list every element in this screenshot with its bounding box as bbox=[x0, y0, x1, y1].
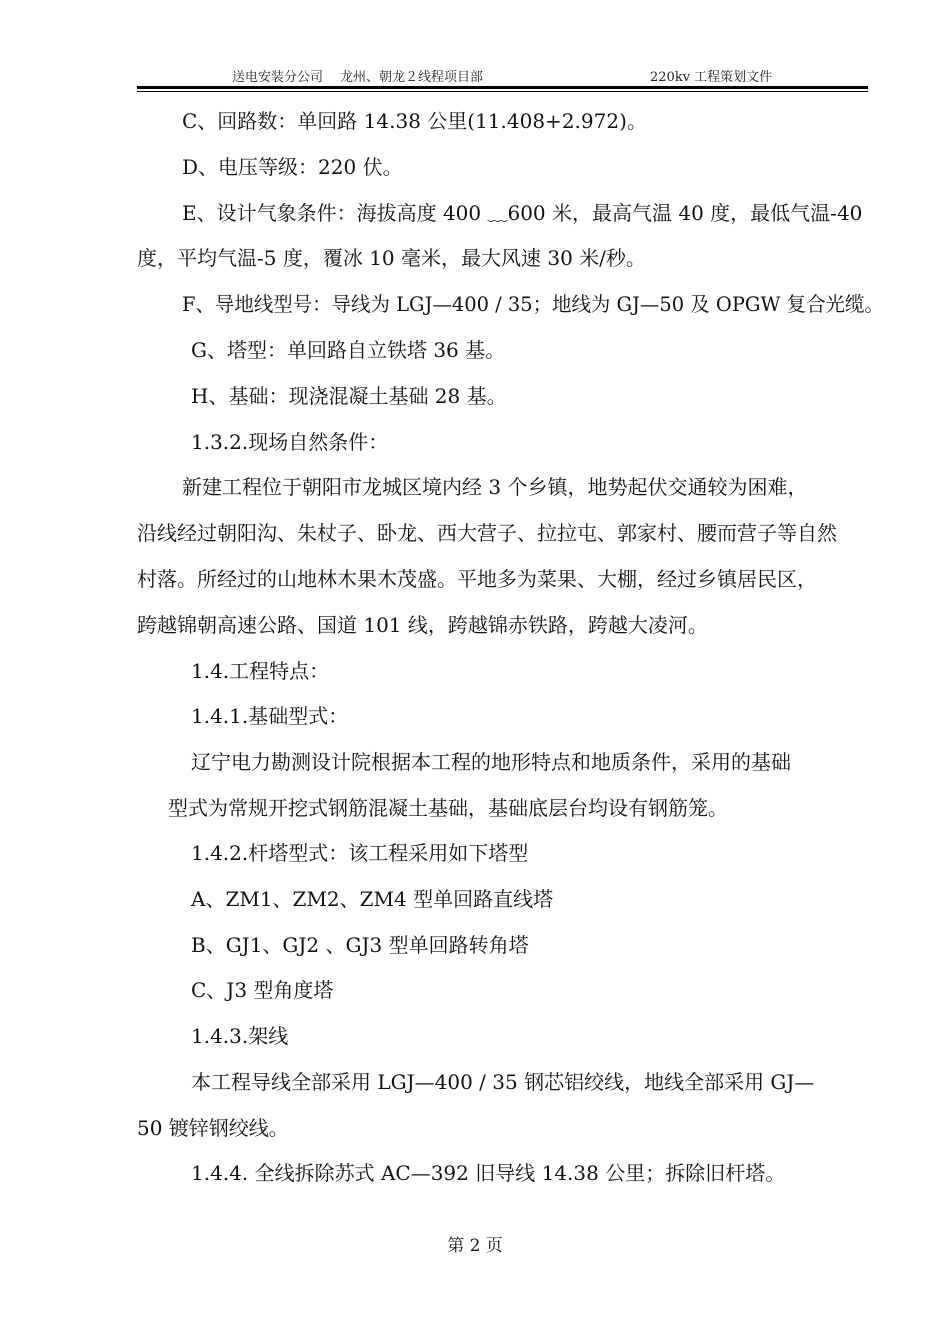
text-line: H、基础：现浇混凝土基础 28 基。 bbox=[191, 384, 507, 408]
section-heading: 1.4.工程特点： bbox=[191, 659, 330, 683]
text-line: 50 镀锌钢绞线。 bbox=[137, 1116, 289, 1140]
text-line: D、电压等级：220 伏。 bbox=[182, 155, 403, 179]
text-line: B、GJ1、GJ2 、GJ3 型单回路转角塔 bbox=[191, 933, 529, 957]
section-heading: 1.4.2.杆塔型式：该工程采用如下塔型 bbox=[191, 841, 529, 865]
section-heading: 1.4.1.基础型式： bbox=[191, 704, 349, 728]
header-doc-title: 220kv 工程策划文件 bbox=[650, 70, 773, 85]
text-line: G、塔型：单回路自立铁塔 36 基。 bbox=[191, 338, 506, 362]
text-line: F、导地线型号：导线为 LGJ—400 / 35；地线为 GJ—50 及 OPGW 复合光缆。 bbox=[182, 292, 884, 316]
header-rule-thin bbox=[137, 91, 868, 92]
text-line: A、ZM1、ZM2、ZM4 型单回路直线塔 bbox=[191, 887, 554, 911]
header-rule bbox=[137, 86, 868, 89]
text-line: 新建工程位于朝阳市龙城区境内经 3 个乡镇，地势起伏交通较为困难， bbox=[182, 475, 808, 499]
text-line: 辽宁电力勘测设计院根据本工程的地形特点和地质条件，采用的基础 bbox=[191, 750, 791, 774]
text-line: 型式为常规开挖式钢筋混凝土基础，基础底层台均设有钢筋笼。 bbox=[168, 796, 728, 820]
section-heading: 1.4.3.架线 bbox=[191, 1024, 289, 1048]
text-line: C、J3 型角度塔 bbox=[191, 978, 334, 1002]
text-line: 度，平均气温-5 度，覆冰 10 毫米，最大风速 30 米/秒。 bbox=[137, 246, 646, 270]
text-line: 沿线经过朝阳沟、朱杖子、卧龙、西大营子、拉拉屯、郭家村、腰而营子等自然 bbox=[137, 521, 837, 545]
section-heading: 1.3.2.现场自然条件： bbox=[191, 430, 389, 454]
page-number: 第 2 页 bbox=[447, 1236, 503, 1256]
section-heading: 1.4.4. 全线拆除苏式 AC—392 旧导线 14.38 公里；拆除旧杆塔。 bbox=[191, 1161, 786, 1185]
header-project: 龙州、朝龙２线程项目部 bbox=[340, 70, 484, 85]
text-line: E、设计气象条件：海拔高度 400 ﹏600 米，最高气温 40 度，最低气温-40 bbox=[182, 201, 863, 225]
text-line: 本工程导线全部采用 LGJ—400 / 35 钢芯铝绞线，地线全部采用 GJ— bbox=[191, 1070, 815, 1094]
text-line: C、回路数：单回路 14.38 公里(11.408+2.972)。 bbox=[182, 109, 647, 133]
text-line: 跨越锦朝高速公路、国道 101 线，跨越锦赤铁路，跨越大凌河。 bbox=[137, 613, 708, 637]
header-company: 送电安装分公司 bbox=[232, 70, 324, 85]
text-line: 村落。所经过的山地林木果木茂盛。平地多为菜果、大棚，经过乡镇居民区， bbox=[137, 567, 817, 591]
